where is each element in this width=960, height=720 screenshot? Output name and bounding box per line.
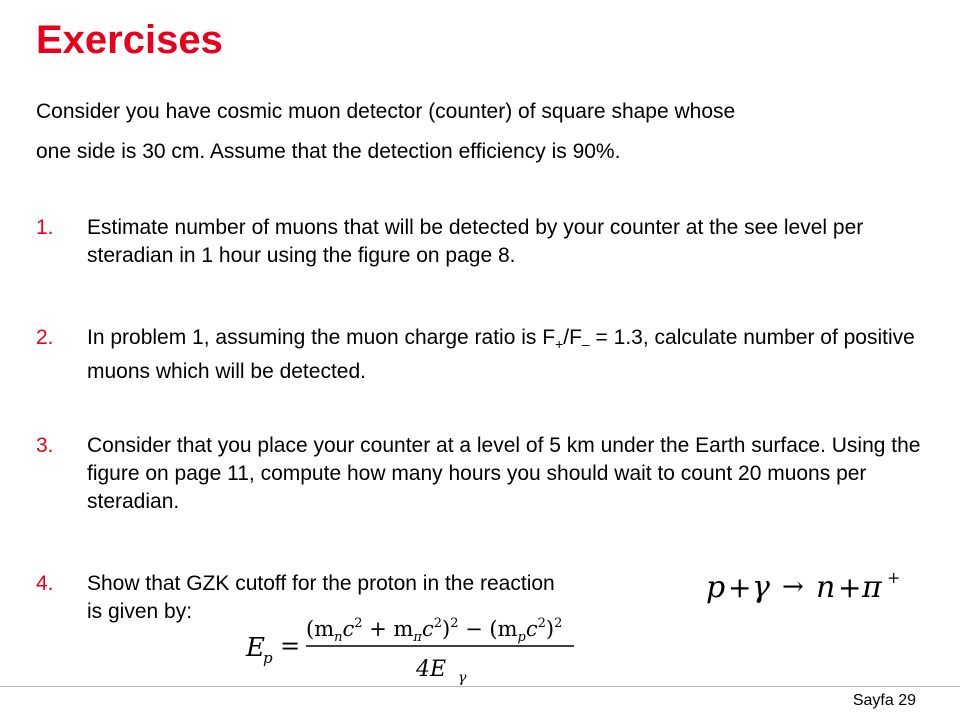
exercise-text-part: /F [563,326,582,349]
exercise-line: is given by: [87,600,193,623]
exercise-number: 4. [36,572,54,595]
exercise-text: Estimate number of muons that will be detected by your counter at the see level per steradian in 1 hour using the figure on page 8. [87,216,864,267]
formula-lhs-subscript: p [263,649,273,667]
intro-paragraph [36,92,936,172]
formula-denominator-subscript: γ [458,670,467,686]
footer-divider [0,686,960,687]
reaction-p: p [706,570,726,605]
formula-equals: = [280,632,301,660]
intro-line-1: Consider you have cosmic muon detector (counter) of square shape whose [36,100,736,123]
exercise-text: Consider that you place your counter at a level of 5 km under the Earth surface. Using the figure on page 11, compute how many hours you should wait to count 20 muons per steradian. [87,434,921,513]
gzk-formula [244,610,584,686]
exercise-number: 2. [36,326,54,349]
reaction-gamma: γ [752,570,770,605]
exercise-text-part: = 1.3, calculate number of positive muons which will be detected. [87,326,915,383]
formula-lhs: E [246,633,265,663]
reaction-arrow: → [782,572,804,602]
reaction-n: n [816,570,836,605]
formula-denominator: 4E [416,657,447,682]
subscript-plus: + [555,336,564,352]
reaction-pi: π [862,570,882,605]
reaction-equation [704,567,904,607]
reaction-superscript: + [887,568,901,587]
subscript-minus: – [581,336,590,352]
formula-numerator: $(m_nc^2 + m_\pi c^2)^2 - (m_pc^2)^2$ [306,616,563,645]
intro-line-2: one side is 30 cm. Assume that the detection efficiency is 90%. [36,140,621,163]
exercise-text [87,324,927,386]
exercise-number: 1. [36,216,54,239]
exercise-number: 3. [36,434,54,457]
reaction-plus: + [728,571,752,604]
exercise-text-part: In problem 1, assuming the muon charge ratio is F [87,326,556,349]
page-number: Sayfa 29 [852,692,916,709]
exercise-line: Show that GZK cutoff for the proton in the reaction [87,572,555,595]
reaction-plus: + [838,571,862,604]
slide-title: Exercises [36,18,223,62]
